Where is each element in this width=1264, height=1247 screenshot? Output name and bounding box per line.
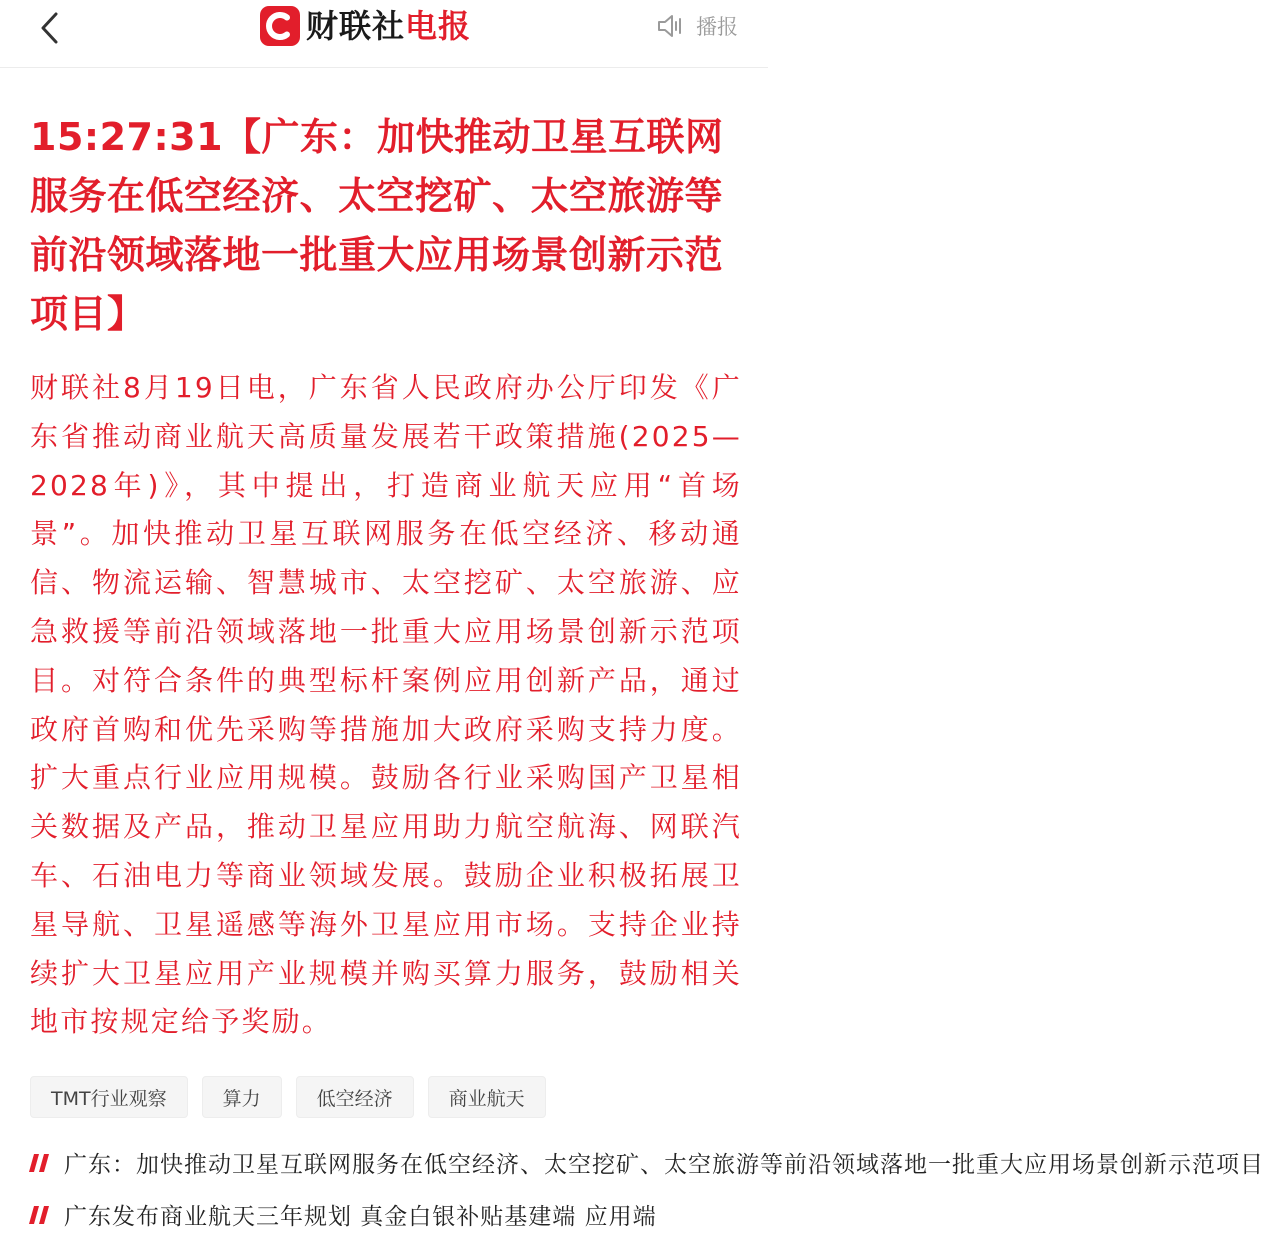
double-slash-icon	[28, 1151, 50, 1175]
tag-tmt[interactable]: TMT行业观察	[30, 1076, 188, 1118]
speaker-icon	[656, 13, 686, 39]
app-logo	[260, 4, 471, 48]
tag-list	[30, 1076, 546, 1118]
broadcast-label: 播报	[696, 15, 738, 39]
top-bar	[0, 0, 768, 68]
related-article-title: 广东发布商业航天三年规划 真金白银补贴基建端 应用端	[64, 1204, 657, 1230]
logo-text	[306, 4, 471, 48]
logo-suffix: 电报	[405, 7, 472, 45]
cailianshe-logo-icon	[260, 6, 300, 46]
tag-computing-power[interactable]: 算力	[202, 1076, 282, 1118]
article-body: 财联社8月19日电，广东省人民政府办公厅印发《广东省推动商业航天高质量发展若干政策措施(2025—2028年)》，其中提出，打造商业航天应用“首场景”。加快推动卫星互联网服务在低空经济、移动通信、物流运输、智慧城市、太空挖矿、太空旅游、应急救援等前沿领域落地一批重大应用场景创新示范项目。对符合条件的典型标杆案例应用创新产品，通过政府首购和优先采购等措施加大政府采购支持力度。扩大重点行业应用规模。鼓励各行业采购国产卫星相关数据及产品，推动卫星应用助力航空航海、网联汽车、石油电力等商业领域发展。鼓励企业积极拓展卫星导航、卫星遥感等海外卫星应用市场。支持企业持续扩大卫星应用产业规模并购买算力服务，鼓励相关地市按规定给予奖励。	[30, 371, 742, 1039]
related-article-title: 广东：加快推动卫星互联网服务在低空经济、太空挖矿、太空旅游等前沿领域落地一批重大应用场景创新示范项目	[64, 1152, 1264, 1178]
tag-low-altitude-economy[interactable]: 低空经济	[296, 1076, 414, 1118]
tag-commercial-aerospace[interactable]: 商业航天	[428, 1076, 546, 1118]
related-article-1[interactable]	[28, 1146, 1264, 1179]
chevron-left-icon	[39, 11, 61, 45]
article-content	[30, 108, 742, 1047]
related-article-2[interactable]	[28, 1198, 740, 1231]
logo-name: 财联社	[306, 7, 406, 45]
double-slash-icon	[28, 1203, 50, 1227]
broadcast-button[interactable]	[656, 6, 738, 46]
article-headline: 15:27:31【广东：加快推动卫星互联网服务在低空经济、太空挖矿、太空旅游等前沿领域落地一批重大应用场景创新示范项目】	[30, 115, 724, 336]
logo-c-mark	[260, 6, 300, 46]
back-button[interactable]	[28, 6, 72, 50]
